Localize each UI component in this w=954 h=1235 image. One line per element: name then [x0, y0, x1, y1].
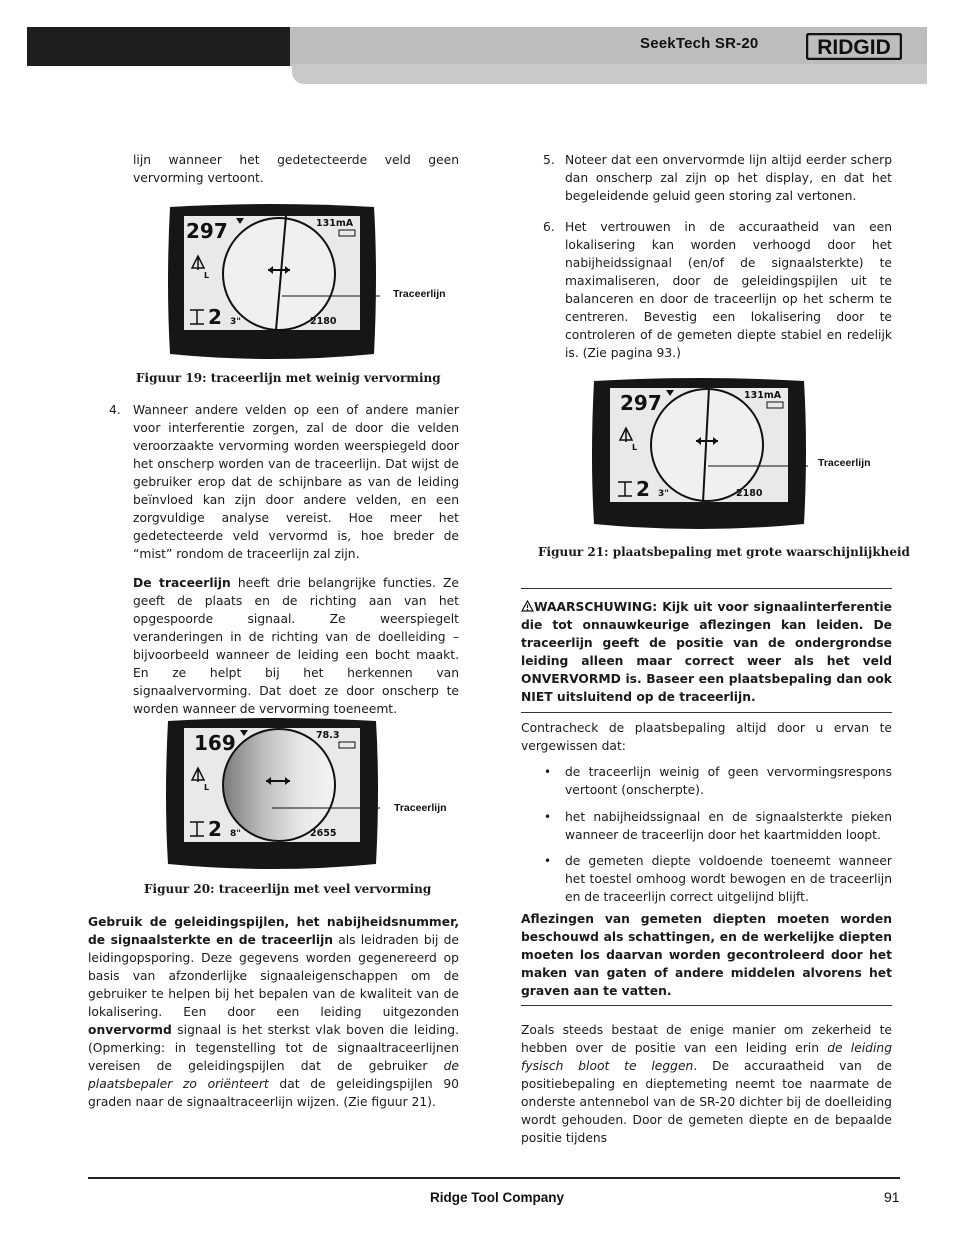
fig21-current: 131mA	[744, 390, 782, 401]
fig21-depth-ft: 2	[636, 477, 650, 501]
para-guide-text3: dat de geleidingspijlen 90 graden naar de signaaltraceerlijn wijzen. (Zie figuur 21).	[88, 1077, 459, 1109]
para-top: lijn wanneer het gedetecteerde veld geen vervorming vertoont.	[133, 153, 459, 185]
para-final-text1: Zoals steeds bestaat de enige manier om zekerheid te hebben over de positie van een leiding erin	[521, 1023, 892, 1055]
fig21-depth-in: 3"	[658, 489, 669, 499]
item5-text: Noteer dat een onvervormde lijn altijd eerder scherp dan onscherp zal zijn op het display, en dat het begeleidende geluid geen storing zal vertonen.	[565, 153, 892, 203]
item6-text: Het vertrouwen in de accuraatheid van een lokalisering kan worden verhoogd door het nabijheidssignaal (en/of de signaalsterkte) te maximaliseren, door de geleidingspijlen uit te balanceren en door de traceerlijn op het scherm te centreren. Bevestig een lokalisering door te controleren of de gemeten diepte stabiel en redelijk is. (Zie pagina 93.)	[565, 220, 892, 360]
ridgid-logo-text: RIDGID	[817, 36, 891, 59]
para-final-text2: . De accuraatheid van de positiebepaling en dieptemeting neemt toe naarmate de onderste antennebol van de SR-20 dichter bij de doelleiding wordt gehouden. Door de gemeten diepte en de bepaalde positie tijdens	[521, 1059, 893, 1145]
footer-rule	[88, 1177, 900, 1179]
item4-number: 4.	[109, 403, 121, 417]
svg-text:L: L	[204, 783, 210, 792]
fig19-current: 131mA	[316, 218, 354, 229]
bullet-2: het nabijheidssignaal en de signaalsterkte pieken wanneer de traceerlijn door het kaartmidden loopt.	[565, 810, 892, 842]
fig21-depth-value: 297	[620, 391, 662, 415]
fig20-depth-in: 8"	[230, 829, 241, 839]
fig20-signal: 2655	[310, 828, 337, 839]
para-traceerlijn-bold: De traceerlijn	[133, 576, 231, 590]
item4-text: Wanneer andere velden op een of andere manier voor interferentie zorgen, zal de door die velden veroorzaakte vervorming worden weerspiegeld door het onscherp worden van de traceerlijn. Dat wijst de gebruiker erop dat de schijnbare as van de leiding beïnvloed kan zijn door andere velden, en een zorgvuldige analyse vereist. Hoe meer het gedetecteerde veld vervormd is, hoe breder de “mist” rondom de traceerlijn zal zijn.	[133, 403, 459, 561]
para-guide-text2: signaal is het sterkst vlak boven die leiding. (Opmerking: in tegenstelling tot de signaaltraceerlijnen vereisen de geleidingspijlen dat de gebruiker	[88, 1023, 459, 1073]
para-traceerlijn	[133, 574, 459, 718]
warning-triangle-icon	[521, 600, 534, 612]
fig19-label: Traceerlijn	[393, 288, 446, 300]
check-text: Contracheck de plaatsbepaling altijd door u ervan te vergewissen dat:	[521, 721, 892, 753]
bullet-mark-2: •	[544, 810, 552, 824]
figure-19-display	[164, 204, 380, 362]
estimates-text: Aflezingen van gemeten diepten moeten worden beschouwd als schattingen, en de werkelijke diepten moeten los daarvan worden gecontroleerd door het maken van gaten of andere middelen alvorens het graven aan te vatten.	[521, 912, 892, 998]
ridgid-logo	[806, 33, 902, 60]
item6-number: 6.	[543, 220, 555, 234]
para-traceerlijn-text: heeft drie belangrijke functies. Ze geeft de plaats en de richting aan van het opgespoorde signaal. Ze weerspiegelt veranderingen in de richting van de doelleiding – bijvoorbeeld wanneer de leiding een bocht maakt. En ze helpt bij het herkennen van signaalvervorming. Dat doet ze door onscherp te worden wanneer de vervorming toeneemt.	[133, 576, 459, 716]
warning-text	[521, 598, 892, 706]
header-title: SeekTech SR-20	[640, 35, 759, 52]
svg-text:L: L	[204, 271, 210, 280]
fig19-signal: 2180	[310, 316, 337, 327]
item5-number: 5.	[543, 153, 555, 167]
fig19-depth-in: 3"	[230, 317, 241, 327]
header-tab	[292, 64, 927, 84]
warning-rule-top	[521, 588, 892, 589]
fig20-depth-value: 169	[194, 731, 236, 755]
para-final-italic: de leiding fysisch bloot te leggen	[521, 1041, 893, 1073]
page-number: 91	[884, 1189, 900, 1205]
fig20-depth-ft: 2	[208, 817, 222, 841]
para-guide	[88, 913, 459, 1111]
fig20-current: 78.3	[316, 730, 340, 741]
para-guide-bold2: onvervormd	[88, 1023, 172, 1037]
fig20-caption: Figuur 20: traceerlijn met veel vervorming	[144, 882, 432, 896]
fig19-depth-value: 297	[186, 219, 228, 243]
warning-rule-bottom	[521, 712, 892, 713]
estimates-rule	[521, 1005, 892, 1006]
bullet-1: de traceerlijn weinig of geen vervormingsrespons vertoont (onscherpte).	[565, 765, 892, 797]
figure-21-display	[590, 378, 808, 530]
para-guide-bold: Gebruik de geleidingspijlen, het nabijheidsnummer, de signaalsterkte en de traceerlijn	[88, 915, 459, 947]
para-guide-text1: als leidraden bij de leidingopsporing. Deze gegevens worden gegenereerd op basis van afzonderlijke signaaleigenschappen om de gebruiker te helpen bij het bepalen van de kwaliteit van de lokalisering. Een door een leiding uitgezonden	[88, 933, 460, 1019]
fig21-label: Traceerlijn	[818, 457, 871, 469]
para-guide-italic: de plaatsbepaler zo oriënteert	[88, 1059, 459, 1091]
warning-text-span: WAARSCHUWING: Kijk uit voor signaalinterferentie die tot onnauwkeurige aflezingen kan leiden. De traceerlijn geeft de positie van de ondergrondse leiding alleen maar correct weer als het veld ONVERVORMD is. Baseer een plaatsbepaling dan ook NIET uitsluitend op de traceerlijn.	[521, 600, 892, 704]
fig19-depth-ft: 2	[208, 305, 222, 329]
bullet-mark-3: •	[544, 854, 552, 868]
fig21-signal: 2180	[736, 488, 763, 499]
fig19-caption: Figuur 19: traceerlijn met weinig vervorming	[136, 371, 441, 385]
para-final	[521, 1021, 892, 1147]
figure-20-display	[164, 718, 380, 870]
fig21-caption: Figuur 21: plaatsbepaling met grote waarschijnlijkheid	[538, 545, 910, 559]
svg-text:L: L	[632, 443, 638, 452]
footer-company: Ridge Tool Company	[430, 1190, 564, 1205]
bullet-3: de gemeten diepte voldoende toeneemt wanneer het toestel omhoog wordt bewogen en de traceerlijn en de traceerlijn correct uitgelijnd blijft.	[565, 854, 892, 904]
bullet-mark-1: •	[544, 765, 552, 779]
header-black-band	[27, 27, 293, 66]
fig20-label: Traceerlijn	[394, 802, 447, 814]
